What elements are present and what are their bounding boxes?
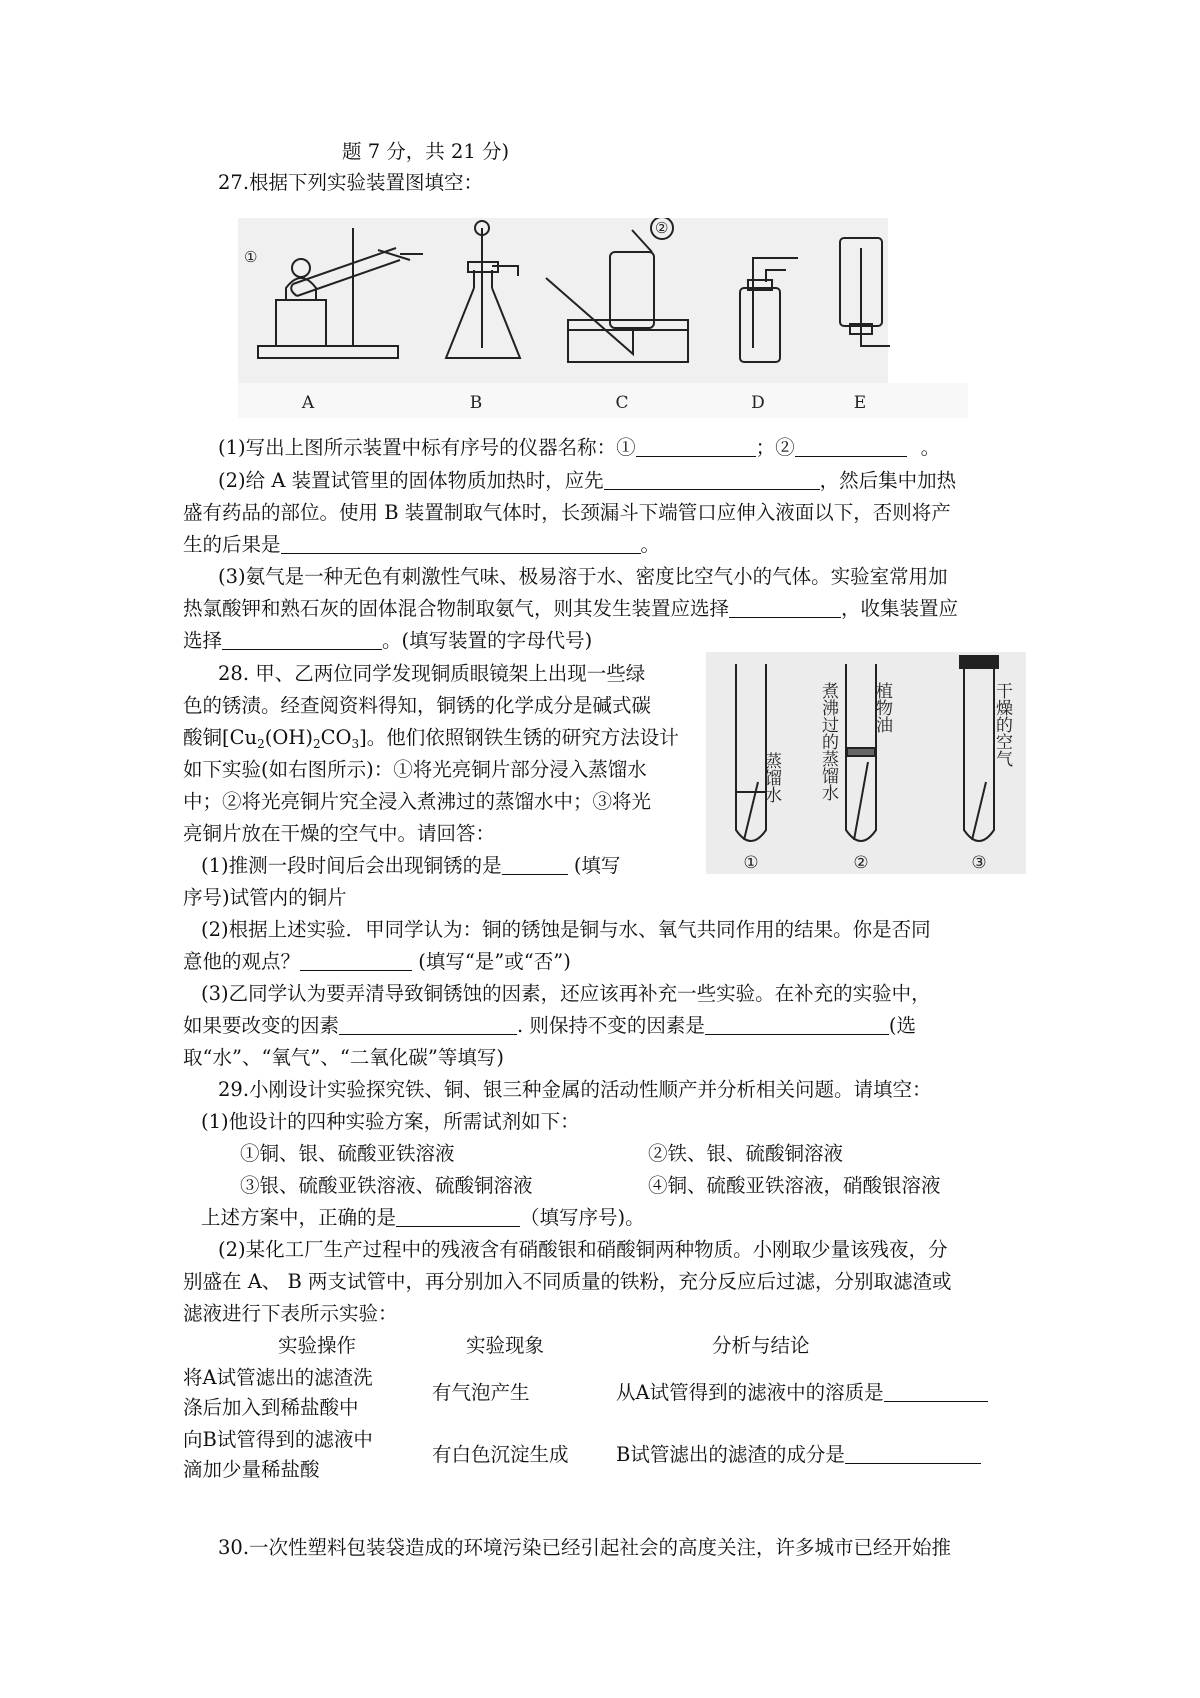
answer-blank[interactable]: [281, 534, 641, 554]
q28-line6: 亮铜片放在干燥的空气中。请回答：: [183, 822, 496, 845]
tube2-label-water: 煮沸过的蒸馏水: [818, 682, 838, 801]
answer-blank[interactable]: [502, 855, 568, 875]
q27-part3-line3: 选择 。(填写装置的字母代号): [183, 629, 593, 652]
table-header-operation: 实验操作: [278, 1334, 357, 1357]
apparatus-label-b: B: [469, 393, 483, 413]
q29-option3: ③银、硫酸亚铁溶液、硫酸铜溶液: [240, 1174, 533, 1197]
q30-line1: 30.一次性塑料包装袋造成的环境污染已经引起社会的高度关注，许多城市已经开始推: [218, 1536, 952, 1559]
apparatus-figure: [238, 218, 968, 418]
table-row1-operation-line2: 涤后加入到稀盐酸中: [183, 1396, 359, 1419]
q28-part1-line2: 序号)试管内的铜片: [183, 886, 347, 909]
tube3-number: ③: [971, 853, 987, 873]
answer-blank[interactable]: [604, 470, 820, 490]
answer-blank[interactable]: [222, 630, 382, 650]
answer-blank[interactable]: [845, 1444, 981, 1464]
tube2-label-oil: 植物油: [872, 682, 892, 733]
table-row2-operation-line1: 向B试管得到的滤液中: [183, 1428, 373, 1451]
q28-part2-line1: (2)根据上述实验．甲同学认为：铜的锈蚀是铜与水、氧气共同作用的结果。你是否同: [201, 918, 931, 941]
answer-blank[interactable]: [795, 437, 907, 457]
q28-part3-line1: (3)乙同学认为要弄清导致铜锈蚀的因素，还应该再补充一些实验。在补充的实验中，: [201, 982, 931, 1005]
q27-stem: 27.根据下列实验装置图填空：: [218, 171, 484, 194]
q27-part2-line1: (2)给 A 装置试管里的固体物质加热时，应先 ，然后集中加热: [218, 469, 957, 492]
apparatus-label-d: D: [751, 393, 765, 413]
table-header-conclusion: 分析与结论: [712, 1334, 810, 1357]
apparatus-label-c: C: [615, 393, 629, 413]
tube2-number: ②: [853, 853, 869, 873]
q27-part3-line2: 热氯酸钾和熟石灰的固体混合物制取氨气，则其发生装置应选择 ，收集装置应: [183, 597, 959, 620]
q28-part1-line1: (1)推测一段时间后会出现铜锈的是 (填写: [201, 854, 621, 877]
q28-line4: 如下实验(如右图所示)：①将光亮铜片部分浸入蒸馏水: [183, 758, 647, 781]
table-row2-operation-line2: 滴加少量稀盐酸: [183, 1458, 320, 1481]
table-row1-conclusion: 从A试管得到的滤液中的溶质是: [616, 1381, 988, 1404]
answer-blank[interactable]: [396, 1207, 520, 1227]
q29-option1: ①铜、银、硫酸亚铁溶液: [240, 1142, 455, 1165]
q28-part2-line2: 意他的观点？ (填写“是”或“否”): [183, 950, 571, 973]
marker-2: ②: [655, 219, 669, 237]
q29-stem: 29.小刚设计实验探究铁、铜、银三种金属的活动性顺产并分析相关问题。请填空：: [218, 1078, 932, 1101]
marker-1: ①: [244, 248, 258, 266]
table-row2-observation: 有白色沉淀生成: [432, 1443, 569, 1466]
table-row1-operation-line1: 将A试管滤出的滤渣洗: [183, 1366, 373, 1389]
q29-part2-line3: 滤液进行下表所示实验：: [183, 1302, 398, 1325]
q29-option2: ②铁、银、硫酸铜溶液: [648, 1142, 844, 1165]
q28-part3-line3: 取“水”、“氧气”、“二氧化碳”等填写): [183, 1046, 504, 1069]
q27-part2-line3: 生的后果是 。: [183, 533, 661, 556]
q27-part1: (1)写出上图所示装置中标有序号的仪器名称：① ；② 。: [218, 436, 941, 459]
apparatus-label-e: E: [853, 393, 867, 413]
table-row1-observation: 有气泡产生: [432, 1381, 530, 1404]
tube1-number: ①: [743, 853, 759, 873]
answer-blank[interactable]: [300, 951, 412, 971]
q29-option4: ④铜、硫酸亚铁溶液，硝酸银溶液: [648, 1174, 941, 1197]
apparatus-label-a: A: [301, 393, 315, 413]
q27-part3-line1: (3)氨气是一种无色有刺激性气味、极易溶于水、密度比空气小的气体。实验室常用加: [218, 565, 948, 588]
q28-line5: 中；②将光亮铜片究全浸入煮沸过的蒸馏水中；③将光: [183, 790, 652, 813]
answer-blank[interactable]: [339, 1015, 517, 1035]
heading-tail: 题 7 分，共 21 分): [342, 140, 510, 163]
q29-part2-line2: 别盛在 A、 B 两支试管中，再分别加入不同质量的铁粉，充分反应后过滤，分别取滤渣或: [183, 1270, 952, 1293]
answer-blank[interactable]: [884, 1382, 988, 1402]
tube3-label: 干燥的空气: [992, 682, 1012, 767]
answer-blank[interactable]: [729, 598, 841, 618]
q27-part2-line2: 盛有药品的部位。使用 B 装置制取气体时，长颈漏斗下端管口应伸入液面以下，否则将产: [183, 501, 951, 524]
table-row2-conclusion: B试管滤出的滤渣的成分是: [616, 1443, 981, 1466]
table-header-observation: 实验现象: [466, 1334, 545, 1357]
q28-line3: 酸铜$[Cu_2(OH)_2CO_3]$。他们依照钢铁生锈的研究方法设计: [183, 726, 679, 751]
tube1-label: 蒸馏水: [761, 752, 781, 803]
q29-part1: (1)他设计的四种实验方案，所需试剂如下：: [201, 1110, 580, 1133]
q28-line2: 色的锈渍。经查阅资料得知，铜锈的化学成分是碱式碳: [183, 694, 652, 717]
test-tube-figure: [706, 652, 1026, 874]
q28-line1: 28. 甲、乙两位同学发现铜质眼镜架上出现一些绿: [218, 662, 646, 685]
answer-blank[interactable]: [705, 1015, 889, 1035]
q29-part2-line1: (2)某化工厂生产过程中的残液含有硝酸银和硝酸铜两种物质。小刚取少量该残夜，分: [218, 1238, 948, 1261]
q29-part1-answer: 上述方案中，正确的是 （填写序号)。: [201, 1206, 645, 1229]
q28-part3-line2: 如果要改变的因素 . 则保持不变的因素是 (选: [183, 1014, 917, 1037]
answer-blank[interactable]: [636, 437, 756, 457]
